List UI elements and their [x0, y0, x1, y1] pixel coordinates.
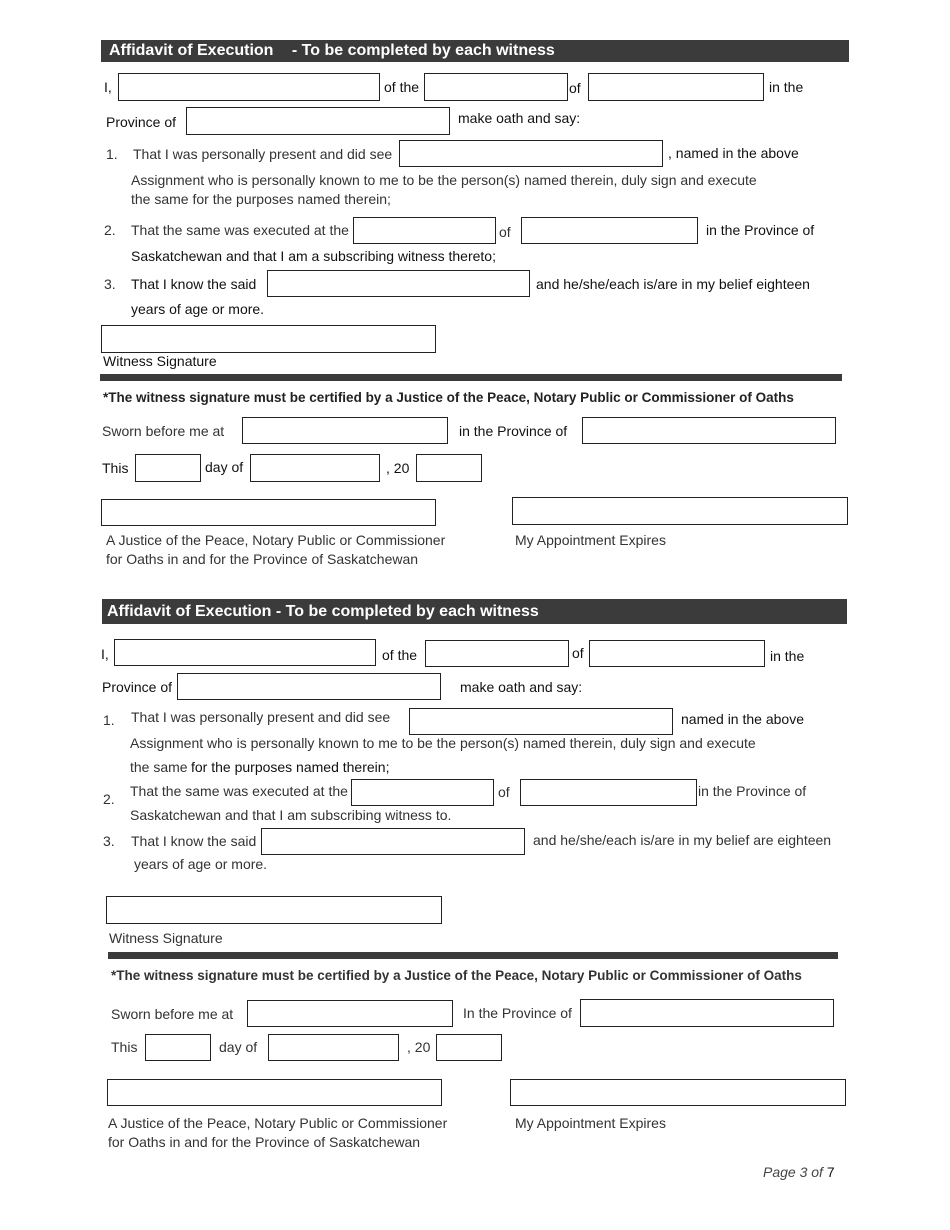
s2-in-province-label: In the Province of [463, 1005, 572, 1021]
s1-in-the-label: in the [769, 79, 804, 95]
s2-item2-text: That the same was executed at the [130, 783, 348, 799]
s2-day-field[interactable] [145, 1034, 211, 1061]
s1-executed-at-field[interactable] [353, 217, 496, 244]
s1-witness-signature-label: Witness Signature [103, 353, 217, 369]
s2-province-field[interactable] [177, 673, 441, 700]
s2-justice-signature-field[interactable] [107, 1079, 442, 1106]
s1-appointment-label: My Appointment Expires [515, 532, 666, 548]
s1-witness-signature-field[interactable] [101, 325, 436, 353]
s1-name-field[interactable] [118, 73, 380, 101]
s1-month-field[interactable] [250, 454, 380, 482]
s2-item3-belief: and he/she/each is/are in my belief are eighteen [533, 832, 832, 848]
s1-city-field[interactable] [424, 73, 568, 101]
s1-item1-line2: Assignment who is personally known to me to be the person(s) named therein, duly sign and execute [131, 172, 757, 188]
s2-item1-named: named in the above [681, 711, 804, 727]
s1-appointment-expiry-field[interactable] [512, 497, 848, 525]
section2-header-title: Affidavit of Execution - To be completed by each witness [107, 603, 539, 620]
s2-item2-province: in the Province of [698, 783, 807, 799]
s1-item1-number: 1. [106, 146, 118, 162]
s2-sworn-label: Sworn before me at [111, 1006, 234, 1022]
s1-this-label: This [102, 460, 129, 476]
s2-item1-line3a: the same [130, 759, 188, 775]
s1-in-province-label: in the Province of [459, 423, 568, 439]
s1-day-of-label: day of [205, 459, 244, 475]
s2-item1-text: That I was personally present and did see [131, 709, 391, 725]
s1-make-oath-label: make oath and say: [458, 110, 581, 126]
s1-province-field[interactable] [186, 107, 450, 135]
s1-of-label: of [569, 80, 581, 96]
s2-witness-signature-field[interactable] [106, 896, 442, 924]
s2-name-field[interactable] [114, 639, 376, 666]
s1-justice-label-line2: for Oaths in and for the Province of Saskatchewan [106, 551, 419, 567]
s2-appointment-label: My Appointment Expires [515, 1115, 666, 1131]
s1-municipality-field[interactable] [588, 73, 764, 101]
section2-header [102, 599, 847, 624]
s1-justice-label-line1: A Justice of the Peace, Notary Public or Commissioner [106, 532, 446, 548]
page-number-prefix: Page 3 of [763, 1164, 823, 1180]
s1-item2-line2: Saskatchewan and that I am a subscribing witness thereto; [131, 248, 496, 264]
s1-known-person-field[interactable] [267, 270, 530, 297]
s1-item3-text: That I know the said [131, 276, 257, 292]
s1-executed-of-field[interactable] [521, 217, 698, 244]
s2-item2-line2: Saskatchewan and that I am subscribing witness to. [130, 807, 452, 823]
s2-make-oath-label: make oath and say: [460, 679, 583, 695]
s2-month-field[interactable] [268, 1034, 399, 1061]
s1-item1-line3: the same for the purposes named therein; [131, 191, 391, 207]
s1-i-label: I, [104, 79, 112, 95]
s2-municipality-field[interactable] [589, 640, 765, 667]
s2-of-the-label: of the [382, 647, 418, 663]
s1-divider-bar [100, 374, 842, 381]
s2-appointment-expiry-field[interactable] [510, 1079, 846, 1106]
s1-year-prefix: , 20 [386, 460, 410, 476]
s1-of-the-label: of the [384, 79, 420, 95]
s1-sworn-province-field[interactable] [582, 417, 836, 444]
s2-sworn-province-field[interactable] [580, 999, 834, 1027]
s1-item3-belief: and he/she/each is/are in my belief eighteen [536, 276, 810, 292]
s2-justice-label-line1: A Justice of the Peace, Notary Public or Commissioner [108, 1115, 448, 1131]
s2-item3-number: 3. [103, 833, 115, 849]
s2-item3-text: That I know the said [131, 833, 257, 849]
s2-certification-note: *The witness signature must be certified by a Justice of the Peace, Notary Public or Commissioner of Oaths [111, 968, 802, 983]
s1-item2-text: That the same was executed at the [131, 222, 349, 238]
s1-day-field[interactable] [135, 454, 201, 482]
s2-city-field[interactable] [425, 640, 569, 667]
s2-item2-number: 2. [103, 791, 115, 807]
s1-item3-line2: years of age or more. [131, 301, 265, 317]
s1-item3-number: 3. [104, 276, 116, 292]
page-number-total: 7 [826, 1164, 835, 1180]
s1-certification-note: *The witness signature must be certified by a Justice of the Peace, Notary Public or Commissioner of Oaths [103, 390, 794, 405]
s1-item1-text: That I was personally present and did see [133, 146, 393, 162]
s2-day-of-label: day of [219, 1039, 258, 1055]
s2-item3-line2: years of age or more. [134, 856, 268, 872]
s2-item1-number: 1. [103, 712, 115, 728]
s2-province-label: Province of [102, 679, 173, 695]
s2-executed-at-field[interactable] [351, 779, 494, 806]
s2-sworn-at-field[interactable] [247, 1000, 453, 1027]
s1-item2-number: 2. [104, 222, 116, 238]
s1-item2-of: of [499, 224, 511, 240]
s2-item1-line3b: for the purposes named therein; [191, 759, 390, 775]
s2-i-label: I, [101, 646, 109, 662]
s2-witness-signature-label: Witness Signature [109, 930, 223, 946]
s2-divider-bar [108, 952, 838, 959]
s2-of-label: of [572, 645, 584, 661]
s2-in-the-label: in the [770, 648, 805, 664]
section1-header [101, 40, 849, 62]
s1-signer-field[interactable] [399, 140, 663, 167]
s2-item2-of: of [498, 784, 510, 800]
s2-item1-line2: Assignment who is personally known to me to be the person(s) named therein, duly sign and execute [130, 735, 756, 751]
s1-sworn-label: Sworn before me at [102, 423, 225, 439]
s1-year-field[interactable] [416, 454, 482, 482]
section1-header-title: Affidavit of Execution [109, 42, 274, 59]
s1-sworn-at-field[interactable] [242, 417, 448, 444]
page-number [763, 1164, 835, 1180]
s2-this-label: This [111, 1039, 138, 1055]
s2-known-person-field[interactable] [261, 828, 525, 855]
s2-executed-of-field[interactable] [520, 779, 697, 806]
section1-header-subtitle: - To be completed by each witness [291, 42, 555, 59]
s1-item1-named: , named in the above [668, 145, 799, 161]
s1-province-label: Province of [106, 114, 177, 130]
s2-year-prefix: , 20 [407, 1039, 431, 1055]
s2-signer-field[interactable] [409, 708, 673, 735]
s1-item2-province: in the Province of [706, 222, 815, 238]
s2-justice-label-line2: for Oaths in and for the Province of Saskatchewan [108, 1134, 421, 1150]
s2-year-field[interactable] [436, 1034, 502, 1061]
s1-justice-signature-field[interactable] [101, 499, 436, 526]
